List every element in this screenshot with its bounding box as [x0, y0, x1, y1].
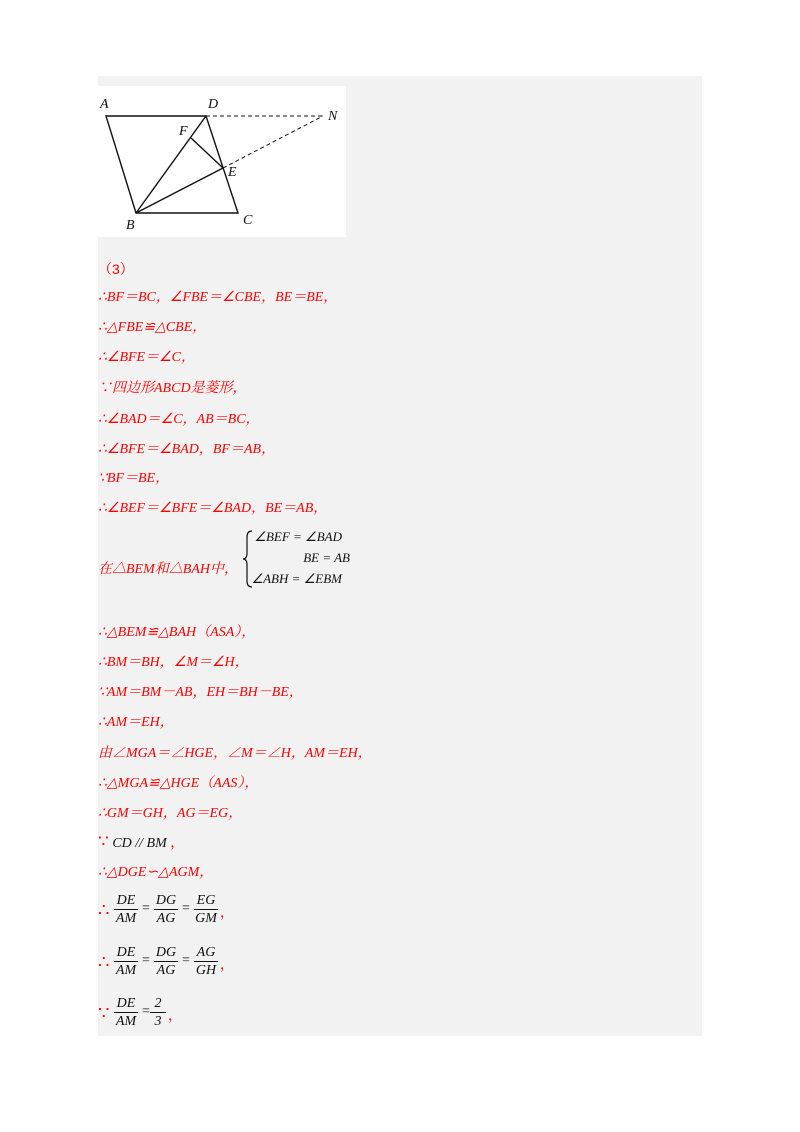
denominator: 3	[154, 1014, 162, 1029]
label-d: D	[208, 97, 219, 112]
proof-line: ∴△FBE≌△CBE，	[98, 320, 207, 335]
proof-line: ∴GM＝GH，AG＝EG，	[98, 806, 243, 821]
numerator: EG	[196, 893, 216, 908]
denominator: AM	[115, 963, 137, 978]
fraction	[192, 892, 220, 927]
equation-system	[242, 529, 372, 589]
numerator: DG	[155, 945, 177, 960]
proof-line: 在△BEM和△BAH中，	[98, 562, 238, 577]
system-row: ∠ABH = ∠EBM	[251, 571, 342, 586]
fraction	[112, 892, 140, 927]
equals-sign: =	[142, 1004, 150, 1019]
comma: ，	[220, 958, 234, 973]
proof-line: ∵BF＝BE，	[98, 471, 170, 486]
denominator: AG	[156, 911, 176, 926]
numerator: DE	[116, 945, 136, 960]
denominator: GH	[195, 963, 217, 978]
parallel-statement: CD // BM	[112, 836, 167, 851]
comma: ，	[220, 906, 234, 921]
fraction	[192, 944, 220, 979]
proof-line: ∴△DGE∽△AGM，	[98, 865, 214, 880]
system-row: ∠BEF = ∠BAD	[254, 529, 342, 544]
proof-line: ∴∠BAD＝∠C，AB＝BC，	[98, 412, 260, 427]
equals-sign: =	[182, 953, 190, 968]
proof-line: ∵AM＝BM－AB，EH＝BH－BE，	[98, 685, 303, 700]
proof-line: ∴∠BEF＝∠BFE＝∠BAD，BE＝AB，	[98, 501, 328, 516]
denominator: GM	[195, 911, 217, 926]
because-symbol: ∵	[98, 1003, 110, 1023]
segment-be	[136, 168, 223, 213]
equals-sign: =	[182, 901, 190, 916]
denominator: AM	[115, 911, 137, 926]
fraction	[112, 944, 140, 979]
proof-line: ∴AM＝EH，	[98, 715, 174, 730]
proof-line: ∴BM＝BH，∠M＝∠H，	[98, 655, 249, 670]
numerator: DE	[116, 996, 136, 1011]
denominator: AM	[115, 1014, 137, 1029]
geometry-figure	[98, 86, 346, 237]
therefore-symbol: ∴	[98, 900, 110, 920]
fraction	[152, 892, 180, 927]
segment-bd	[136, 116, 206, 213]
therefore-symbol: ∴	[98, 952, 110, 972]
fraction	[148, 995, 168, 1030]
segment-en	[223, 116, 323, 168]
proof-line: ∴BF＝BC，∠FBE＝∠CBE，BE＝BE，	[98, 290, 338, 305]
equals-sign: =	[142, 953, 150, 968]
numerator: 2	[154, 996, 162, 1011]
proof-line	[98, 831, 184, 853]
label-a: A	[100, 97, 109, 112]
label-f: F	[179, 124, 188, 139]
label-b: B	[126, 218, 135, 233]
label-e: E	[228, 165, 237, 180]
part-label: （3）	[98, 261, 134, 277]
proof-line: ∵四边形ABCD是菱形，	[98, 381, 247, 396]
proof-line: ∴△MGA≌△HGE（AAS），	[98, 776, 259, 791]
proof-line: 由∠MGA＝∠HGE，∠M＝∠H，AM＝EH，	[98, 746, 372, 761]
label-c: C	[243, 213, 253, 228]
because-symbol: ∵	[98, 832, 109, 851]
rhombus-abcd	[106, 116, 238, 213]
label-n: N	[328, 109, 338, 124]
system-row: BE = AB	[303, 550, 350, 565]
proof-line: ∴△BEM≌△BAH（ASA），	[98, 625, 256, 640]
proof-line: ∴∠BFE＝∠BAD，BF＝AB，	[98, 442, 276, 457]
fraction	[152, 944, 180, 979]
numerator: DE	[116, 893, 136, 908]
proof-line: ∴∠BFE＝∠C，	[98, 350, 196, 365]
rhombus-diagram	[98, 86, 346, 237]
comma: ，	[170, 834, 185, 850]
equals-sign: =	[142, 901, 150, 916]
comma: ，	[168, 1009, 182, 1024]
denominator: AG	[156, 963, 176, 978]
numerator: AG	[196, 945, 216, 960]
numerator: DG	[155, 893, 177, 908]
fraction	[112, 995, 140, 1030]
